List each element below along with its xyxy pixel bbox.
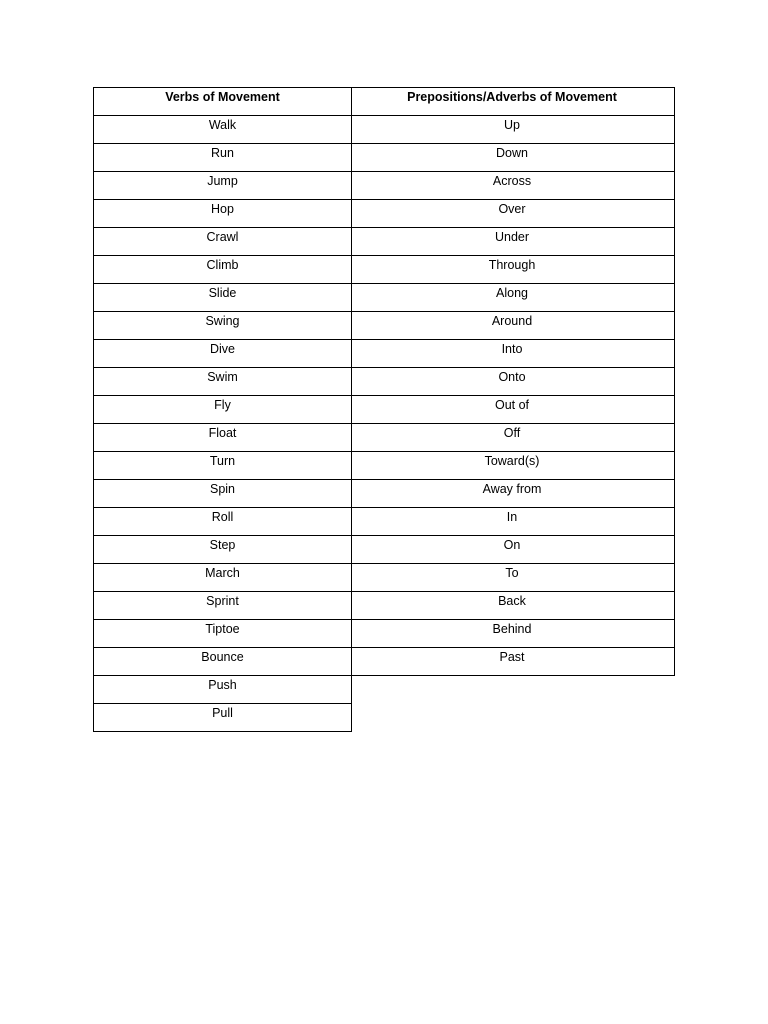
preposition-cell: Under <box>350 228 674 256</box>
verb-cell: Run <box>94 144 351 172</box>
verbs-header: Verbs of Movement <box>94 88 351 116</box>
verb-cell: Slide <box>94 284 351 312</box>
preposition-cell: Up <box>350 116 674 144</box>
preposition-cell: Around <box>350 312 674 340</box>
verb-cell: Dive <box>94 340 351 368</box>
verb-cell: Turn <box>94 452 351 480</box>
verb-cell: Tiptoe <box>94 620 351 648</box>
preposition-cell: Away from <box>350 480 674 508</box>
preposition-cell: Down <box>350 144 674 172</box>
verb-cell: Fly <box>94 396 351 424</box>
prepositions-column <box>350 87 675 676</box>
preposition-cell: Over <box>350 200 674 228</box>
verb-cell: Swim <box>94 368 351 396</box>
preposition-cell: Off <box>350 424 674 452</box>
verb-cell: Pull <box>94 704 351 732</box>
preposition-cell: Out of <box>350 396 674 424</box>
preposition-cell: Along <box>350 284 674 312</box>
verb-cell: Crawl <box>94 228 351 256</box>
preposition-cell: Behind <box>350 620 674 648</box>
verb-cell: Hop <box>94 200 351 228</box>
preposition-cell: Past <box>350 648 674 676</box>
verb-cell: Jump <box>94 172 351 200</box>
preposition-cell: Across <box>350 172 674 200</box>
verb-cell: Push <box>94 676 351 704</box>
preposition-cell: Through <box>350 256 674 284</box>
verb-cell: Float <box>94 424 351 452</box>
verb-cell: Swing <box>94 312 351 340</box>
preposition-cell: In <box>350 508 674 536</box>
preposition-cell: On <box>350 536 674 564</box>
preposition-cell: To <box>350 564 674 592</box>
preposition-cell: Toward(s) <box>350 452 674 480</box>
preposition-cell: Onto <box>350 368 674 396</box>
verb-cell: Step <box>94 536 351 564</box>
preposition-cell: Back <box>350 592 674 620</box>
verbs-column <box>93 87 352 732</box>
preposition-cell: Into <box>350 340 674 368</box>
verb-cell: Bounce <box>94 648 351 676</box>
verb-cell: Roll <box>94 508 351 536</box>
verb-cell: Sprint <box>94 592 351 620</box>
verb-cell: Climb <box>94 256 351 284</box>
verb-cell: March <box>94 564 351 592</box>
verb-cell: Spin <box>94 480 351 508</box>
verb-cell: Walk <box>94 116 351 144</box>
prepositions-header: Prepositions/Adverbs of Movement <box>350 88 674 116</box>
